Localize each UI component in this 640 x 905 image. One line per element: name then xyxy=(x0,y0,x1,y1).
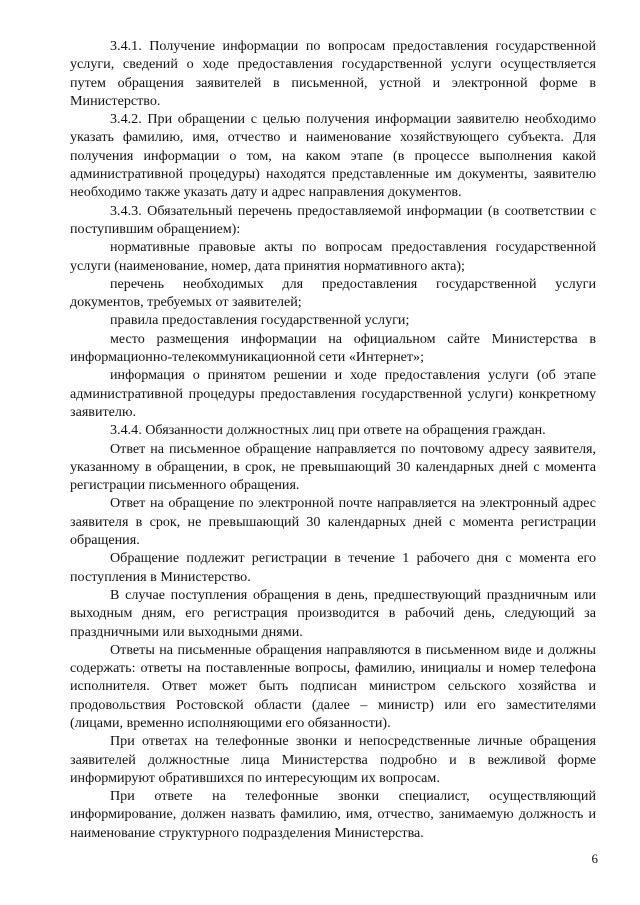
paragraph-reply-content: Ответы на письменные обращения направляются в письменном виде и должны содержать: ответы на поставленные вопросы, фамилию, инициалы и номер телефона исполнителя. Ответ может быть подписан министром сельского хозяйства и продовольствия Ростовской области (далее – министр) или его заместителями (лицами, временно исполняющими его обязанности). xyxy=(70,641,596,731)
paragraph-3-4-1: 3.4.1. Получение информации по вопросам предоставления государственной услуги, сведений о ходе предоставления государственной услуги осуществляется путем обращения заявителей в письменной, устной и электронной форме в Министерство. xyxy=(70,38,596,109)
paragraph-3-4-4: 3.4.4. Обязанности должностных лиц при ответе на обращения граждан. xyxy=(110,422,546,439)
paragraph-phone-calls: При ответах на телефонные звонки и непосредственные личные обращения заявителей должностные лица Министерства подробно и в вежливой форме информируют обратившихся по интересующим их вопросам. xyxy=(70,733,596,786)
paragraph-registration: Обращение подлежит регистрации в течение 1 рабочего дня с момента его поступления в Министерство. xyxy=(70,550,596,585)
list-item-documents: перечень необходимых для предоставления государственной услуги документов, требуемых от заявителей; xyxy=(70,275,596,311)
paragraph-3-4-2: 3.4.2. При обращении с целью получения информации заявителю необходимо указать фамилию, имя, отчество и наименование хозяйствующего субъекта. Для получения информации о том, на каком этапе (в процессе выполнения какой административной процедуры) находятся представленные им документы, заявителю необходимо также указать дату и адрес направления документов. xyxy=(70,111,596,201)
paragraph-3-4-3: 3.4.3. Обязательный перечень предоставляемой информации (в соответствии с поступившим обращением): xyxy=(70,202,596,237)
list-item-website: место размещения информации на официальном сайте Министерства в информационно-телекоммуникационной сети «Интернет»; xyxy=(70,330,596,366)
list-item-normative-acts: нормативные правовые акты по вопросам предоставления государственной услуги (наименование, номер, дата принятия нормативного акта); xyxy=(70,239,596,274)
list-item-decision-info: информация о принятом решении и ходе предоставления услуги (об этапе административной процедуры предоставления государственной услуги) конкретному заявителю. xyxy=(70,367,596,420)
paragraph-written-reply: Ответ на письменное обращение направляется по почтовому адресу заявителя, указанному в обращении, в срок, не превышающий 30 календарных дней с момента регистрации письменного обращения. xyxy=(70,440,596,494)
paragraph-email-reply: Ответ на обращение по электронной почте направляется на электронный адрес заявителя в срок, не превышающий 30 календарных дней с момента регистрации обращения. xyxy=(70,495,596,549)
paragraph-phone-answer: При ответе на телефонные звонки специалист, осуществляющий информирование, должен назвать фамилию, имя, отчество, занимаемую должность и наименование структурного подразделения Министерства. xyxy=(70,788,596,841)
page-number: 6 xyxy=(591,851,598,866)
paragraph-holiday-registration: В случае поступления обращения в день, предшествующий праздничным или выходным дням, его регистрация производится в рабочий день, следующий за праздничными или выходными днями. xyxy=(70,586,596,640)
list-item-rules: правила предоставления государственной услуги; xyxy=(110,312,410,329)
document-body xyxy=(70,37,596,842)
